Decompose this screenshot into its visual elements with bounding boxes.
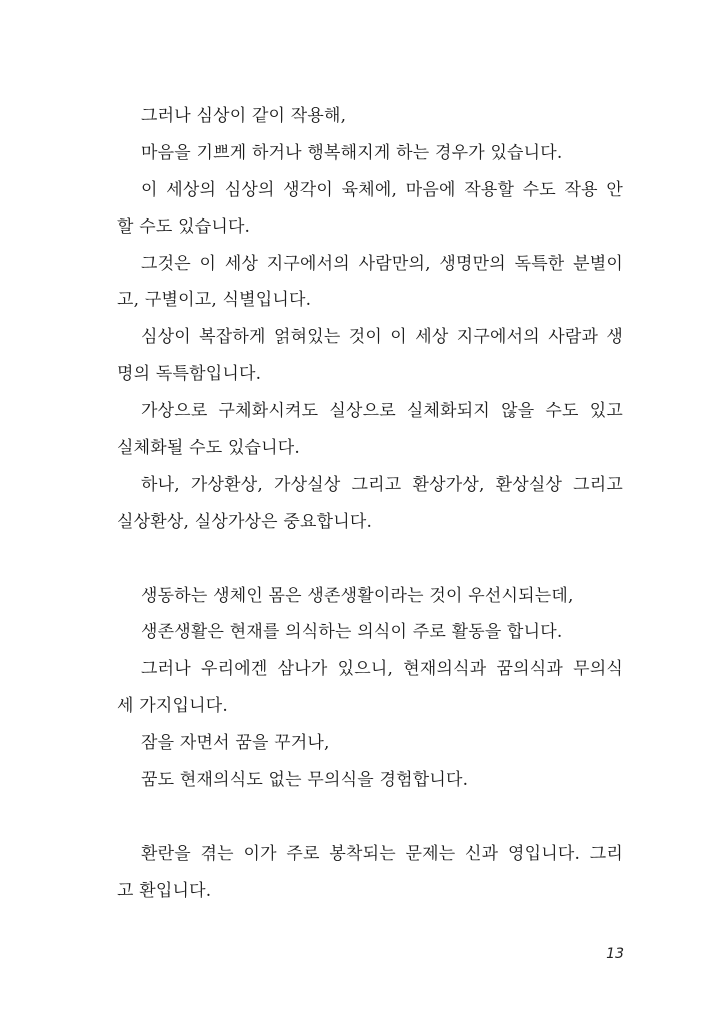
text-line: 실상환상, 실상가상은 중요합니다. <box>117 511 373 532</box>
text-line: 그러나 심상이 같이 작용해, <box>141 106 347 126</box>
text-line: 그것은 이 세상 지구에서의 사람만의, 생명만의 독특한 분별이 <box>141 253 623 274</box>
text-line: 생존생활은 현재를 의식하는 의식이 주로 활동을 합니다. <box>141 622 563 643</box>
text-line: 고 환입니다. <box>117 880 212 901</box>
text-line: 할 수도 있습니다. <box>117 216 251 237</box>
text-line: 꿈도 현재의식도 없는 무의식을 경험합니다. <box>141 770 469 791</box>
text-line: 가상으로 구체화시켜도 실상으로 실체화되지 않을 수도 있고 <box>141 401 623 422</box>
text-line: 환란을 겪는 이가 주로 봉착되는 문제는 신과 영입니다. 그리 <box>141 843 623 864</box>
text-line: 생동하는 생체인 몸은 생존생활이라는 것이 우선시되는데, <box>141 585 574 606</box>
text-line: 명의 독특함입니다. <box>117 364 262 385</box>
text-line: 심상이 복잡하게 얽혀있는 것이 이 세상 지구에서의 사람과 생 <box>141 327 623 348</box>
text-line: 이 세상의 심상의 생각이 육체에, 마음에 작용할 수도 작용 안 <box>141 179 623 200</box>
text-line: 세 가지입니다. <box>117 696 228 717</box>
page-body <box>117 102 623 914</box>
text-line: 하나, 가상환상, 가상실상 그리고 환상가상, 환상실상 그리고 <box>141 474 623 495</box>
text-line: 실체화될 수도 있습니다. <box>117 438 301 459</box>
text-line: 마음을 기쁘게 하거나 행복해지게 하는 경우가 있습니다. <box>141 142 563 163</box>
text-line: 그러나 우리에겐 삼나가 있으니, 현재의식과 꿈의식과 무의식 <box>141 659 623 680</box>
section-gap <box>117 803 623 840</box>
section-gap <box>117 545 623 582</box>
page-number: 13 <box>606 946 624 962</box>
text-line: 잠을 자면서 꿈을 꾸거나, <box>141 733 330 754</box>
text-line: 고, 구별이고, 식별입니다. <box>117 290 312 311</box>
